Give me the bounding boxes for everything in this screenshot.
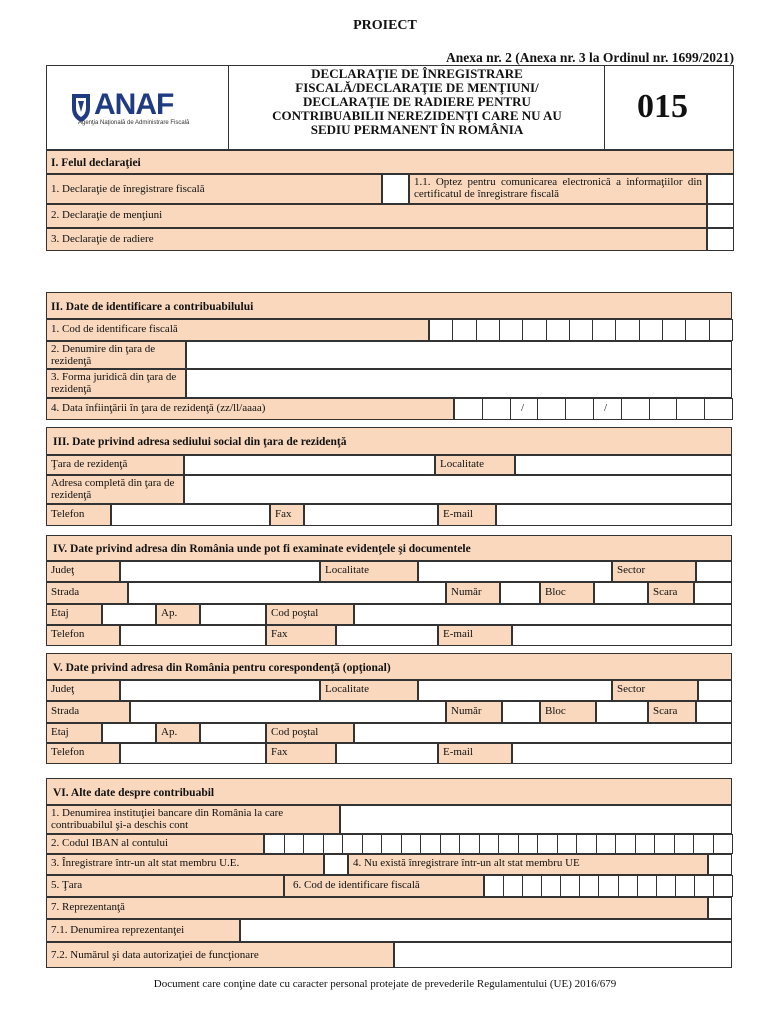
fax-field[interactable] [336,743,438,764]
iban-digit-box[interactable] [342,834,363,854]
section-4-title: IV. Date privind adresa din România unde pot fi examinate evidenţele şi documentele [46,535,732,561]
cod-fiscal-digit-box[interactable] [675,875,695,897]
sector-field[interactable] [696,561,732,582]
tara-rezidenta-label: Ţara de rezidenţă [46,455,184,475]
localitate-field[interactable] [515,455,732,475]
anexa-label: Anexa nr. 2 (Anexa nr. 3 la Ordinul nr. 1699/2021) [445,50,734,65]
sector-field[interactable] [698,680,732,701]
iban-digit-box[interactable] [264,834,285,854]
iban-digit-box[interactable] [596,834,617,854]
etaj-label: Etaj [46,604,102,625]
cod-fiscal-digit-box[interactable] [713,875,733,897]
scara-label: Scara [648,701,696,723]
date-digit-box[interactable] [537,398,566,420]
iban-digit-box[interactable] [693,834,714,854]
iban-digit-box[interactable] [479,834,500,854]
judet-field[interactable] [120,561,320,582]
fax-field[interactable] [336,625,438,646]
date-digit-box[interactable] [649,398,678,420]
logo-subtitle: Agenţia Naţională de Administrare Fiscală [78,120,190,126]
bloc-field[interactable] [596,701,648,723]
bloc-field[interactable] [594,582,648,604]
declaratie-mentiuni-label: 2. Declaraţie de menţiuni [46,204,707,228]
strada-field[interactable] [130,701,446,723]
date-digit-box[interactable] [454,398,483,420]
cif-digit-box[interactable] [499,319,523,341]
scara-field[interactable] [694,582,732,604]
cif-digit-box[interactable] [569,319,593,341]
email-label: E-mail [438,743,512,764]
iban-digit-box[interactable] [440,834,461,854]
forma-juridica-label: 3. Forma juridică din ţara de rezidenţă [46,369,186,398]
date-slash-1: / [521,402,525,414]
cod-fiscal-label: 6. Cod de identificare fiscală [284,875,484,897]
email-field[interactable] [512,625,732,646]
localitate-label: Localitate [435,455,515,475]
denumire-label: 2. Denumire din ţara de rezidenţă [46,341,186,369]
optiune-comunicare-label: 1.1. Optez pentru comunicarea electronică a informaţiilor din certificatul de înregistrare fiscală [409,174,707,204]
etaj-field[interactable] [102,604,156,625]
fax-label: Fax [266,743,336,764]
telefon-field[interactable] [120,625,266,646]
cif-digit-box[interactable] [592,319,616,341]
fax-label: Fax [266,625,336,646]
telefon-label: Telefon [46,504,111,526]
numar-label: Număr [446,582,500,604]
iban-digit-box[interactable] [518,834,539,854]
reprezentanta-checkbox[interactable] [708,897,732,919]
cif-digit-box[interactable] [615,319,639,341]
etaj-label: Etaj [46,723,102,743]
iban-digit-box[interactable] [420,834,441,854]
data-infiintarii-label: 4. Data înfiinţării în ţara de rezidenţă (zz/ll/aaaa) [46,398,454,420]
judet-field[interactable] [120,680,320,701]
cod-fiscal-digit-box[interactable] [503,875,523,897]
cod-fiscal-digit-box[interactable] [560,875,580,897]
email-label: E-mail [438,625,512,646]
inregistrare-ue-checkbox[interactable] [324,854,348,875]
cod-postal-field[interactable] [354,723,732,743]
cod-fiscal-digit-box[interactable] [637,875,657,897]
denumire-reprezentanta-label: 7.1. Denumirea reprezentanţei [46,919,240,942]
fax-field[interactable] [304,504,438,526]
autorizatie-field[interactable] [394,942,732,968]
cif-digit-box[interactable] [709,319,733,341]
date-digit-box[interactable] [621,398,650,420]
nu-exista-inregistrare-checkbox[interactable] [708,854,732,875]
cod-fiscal-digit-box[interactable] [522,875,542,897]
forma-juridica-field[interactable] [186,369,732,398]
iban-digit-box[interactable] [674,834,695,854]
proiect-label: PROIECT [353,18,417,33]
cif-digit-box[interactable] [639,319,663,341]
date-slash-2: / [604,402,608,414]
denumire-field[interactable] [186,341,732,369]
cod-fiscal-digit-box[interactable] [579,875,599,897]
date-digit-box[interactable] [676,398,705,420]
iban-digit-box[interactable] [401,834,422,854]
localitate-label: Localitate [320,680,418,701]
strada-label: Strada [46,582,128,604]
iban-digit-box[interactable] [654,834,675,854]
localitate-field[interactable] [418,561,612,582]
iban-digit-box[interactable] [557,834,578,854]
section-3-title: III. Date privind adresa sediului social din ţara de rezidenţă [46,427,732,455]
telefon-field[interactable] [120,743,266,764]
cif-digit-box[interactable] [522,319,546,341]
logo-text: ANAF [94,88,174,121]
numar-field[interactable] [500,582,540,604]
date-digit-box[interactable] [565,398,594,420]
autorizatie-label: 7.2. Numărul şi data autorizaţiei de funcţionare [46,942,394,968]
inregistrare-ue-label: 3. Înregistrare într-un alt stat membru U.E. [46,854,324,875]
banca-label: 1. Denumirea instituţiei bancare din România la care contribuabilul şi-a deschis cont [46,805,340,834]
banca-field[interactable] [340,805,732,834]
email-field[interactable] [512,743,732,764]
section-6-title: VI. Alte date despre contribuabil [46,778,732,805]
cif-digit-box[interactable] [452,319,476,341]
scara-field[interactable] [696,701,732,723]
iban-digit-box[interactable] [323,834,344,854]
localitate-label: Localitate [320,561,418,582]
cif-digit-box[interactable] [546,319,570,341]
iban-digit-box[interactable] [381,834,402,854]
tara-label: 5. Ţara [46,875,284,897]
iban-label: 2. Codul IBAN al contului [46,834,264,854]
fax-label: Fax [270,504,304,526]
ap-label: Ap. [156,723,200,743]
iban-digit-box[interactable] [576,834,597,854]
iban-digit-box[interactable] [537,834,558,854]
date-digit-box[interactable] [482,398,511,420]
judet-label: Judeţ [46,561,120,582]
declaratie-inregistrare-label: 1. Declaraţie de înregistrare fiscală [46,174,382,204]
section-5-title: V. Date privind adresa din România pentru corespondenţă (opţional) [46,653,732,680]
cif-digit-box[interactable] [476,319,500,341]
cod-fiscal-digit-box[interactable] [656,875,676,897]
adresa-completa-field[interactable] [184,475,732,504]
date-digit-box[interactable] [593,398,622,420]
section-1-title: I. Felul declaraţiei [46,150,734,174]
cod-fiscal-digit-box[interactable] [694,875,714,897]
iban-digit-box[interactable] [713,834,734,854]
cod-fiscal-digit-box[interactable] [618,875,638,897]
anaf-logo [68,90,218,133]
form-code: 015 [637,88,688,125]
iban-digit-box[interactable] [303,834,324,854]
cod-fiscal-digit-box[interactable] [484,875,504,897]
strada-label: Strada [46,701,130,723]
denumire-reprezentanta-field[interactable] [240,919,732,942]
tara-rezidenta-field[interactable] [184,455,435,475]
ap-field[interactable] [200,604,266,625]
cod-postal-label: Cod poştal [266,723,354,743]
cod-postal-field[interactable] [354,604,732,625]
scara-label: Scara [648,582,694,604]
strada-field[interactable] [128,582,446,604]
iban-digit-box[interactable] [615,834,636,854]
cif-digit-box[interactable] [662,319,686,341]
ap-field[interactable] [200,723,266,743]
iban-digit-box[interactable] [459,834,480,854]
telefon-label: Telefon [46,625,120,646]
declaratie-radiere-label: 3. Declaraţie de radiere [46,228,707,251]
etaj-field[interactable] [102,723,156,743]
form-title: DECLARAŢIE DE ÎNREGISTRARE FISCALĂ/DECLARAŢIE DE MENŢIUNI/ DECLARAŢIE DE RADIERE PENTRU CONTRIBUABILII NEREZIDENŢI CARE NU AU SEDIU PERMANENT ÎN ROMÂNIA [272,66,562,138]
judet-label: Judeţ [46,680,120,701]
localitate-field[interactable] [418,680,612,701]
email-field[interactable] [496,504,732,526]
declaratie-inregistrare-checkbox[interactable] [382,174,409,204]
iban-digit-box[interactable] [635,834,656,854]
cif-digit-box[interactable] [429,319,453,341]
section-2-title: II. Date de identificare a contribuabilului [46,292,732,319]
date-digit-box[interactable] [704,398,733,420]
ap-label: Ap. [156,604,200,625]
nu-exista-inregistrare-label: 4. Nu există înregistrare într-un alt stat membru UE [348,854,708,875]
gdpr-footer: Document care conţine date cu caracter personal protejate de prevederile Regulamentului (UE) 2016/679 [153,978,617,990]
iban-digit-box[interactable] [284,834,305,854]
cod-fiscal-digit-box[interactable] [598,875,618,897]
reprezentanta-label: 7. Reprezentanţă [46,897,708,919]
optiune-comunicare-checkbox[interactable] [707,174,734,204]
numar-field[interactable] [502,701,540,723]
declaratie-mentiuni-checkbox[interactable] [707,204,734,228]
email-label: E-mail [438,504,496,526]
numar-label: Număr [446,701,502,723]
cod-fiscal-digit-box[interactable] [541,875,561,897]
declaratie-radiere-checkbox[interactable] [707,228,734,251]
cif-digit-box[interactable] [685,319,709,341]
cod-postal-label: Cod poştal [266,604,354,625]
adresa-completa-label: Adresa completă din ţara de rezidenţă [46,475,184,504]
bloc-label: Bloc [540,701,596,723]
iban-digit-box[interactable] [498,834,519,854]
telefon-label: Telefon [46,743,120,764]
iban-digit-box[interactable] [362,834,383,854]
cif-label: 1. Cod de identificare fiscală [46,319,429,341]
telefon-field[interactable] [111,504,270,526]
bloc-label: Bloc [540,582,594,604]
sector-label: Sector [612,680,698,701]
sector-label: Sector [612,561,696,582]
